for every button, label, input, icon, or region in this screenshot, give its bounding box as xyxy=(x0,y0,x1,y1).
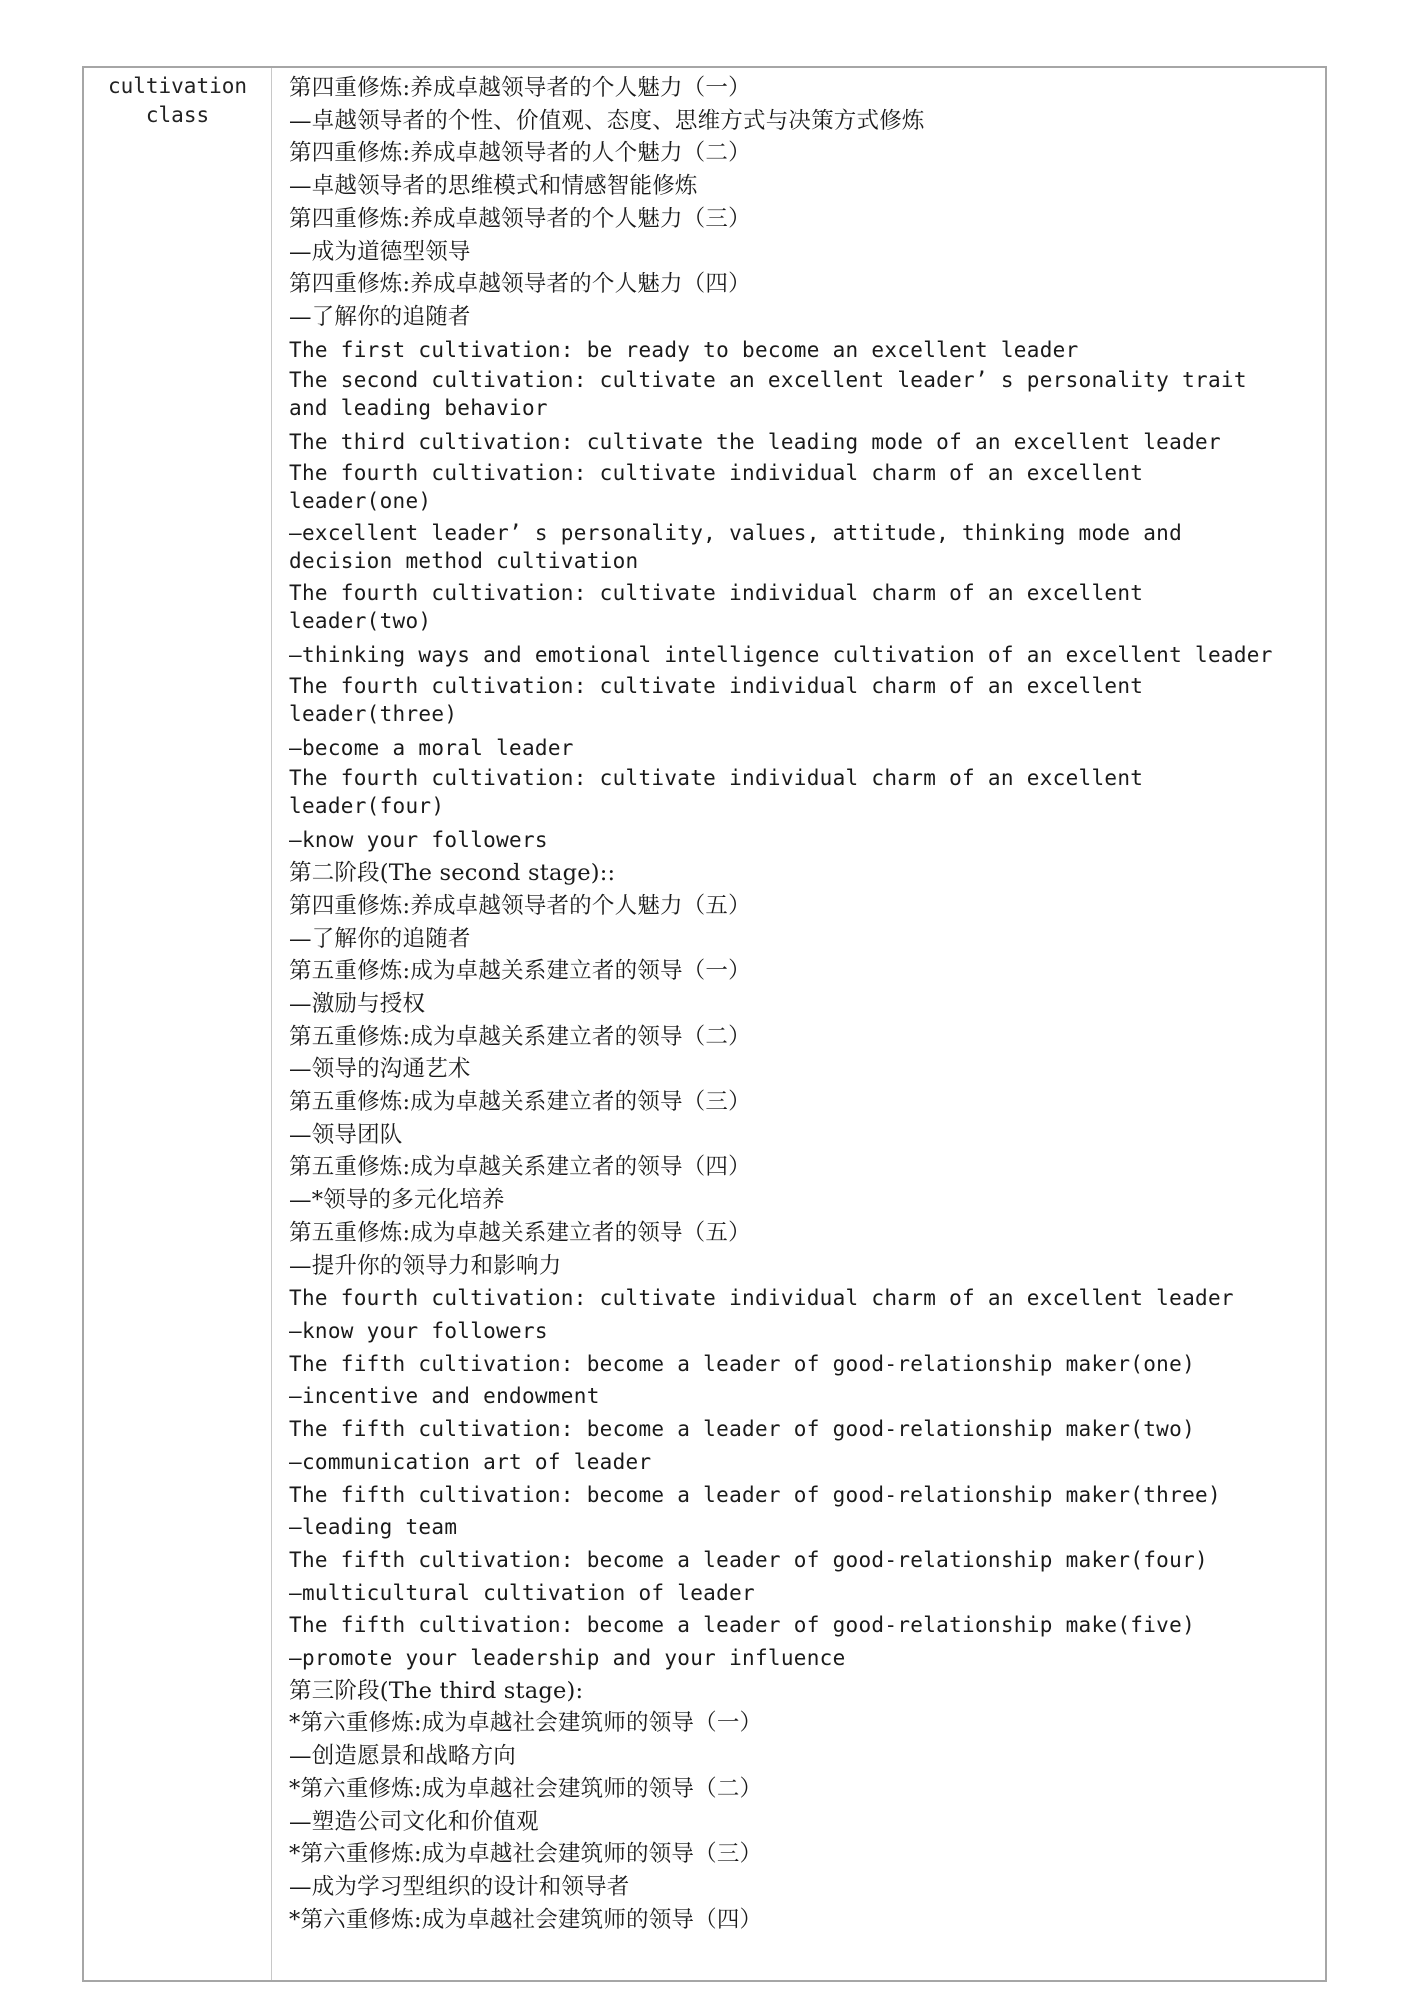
content-line: 第五重修炼:成为卓越关系建立者的领导（五） xyxy=(289,1219,751,1246)
content-line: 第五重修炼:成为卓越关系建立者的领导（二） xyxy=(289,1023,751,1050)
content-line: —提升你的领导力和影响力 xyxy=(289,1252,562,1279)
content-line: The third cultivation: cultivate the leading mode of an excellent leader xyxy=(289,430,1221,455)
content-line: —了解你的追随者 xyxy=(289,303,471,330)
content-line: —卓越领导者的个性、价值观、态度、思维方式与决策方式修炼 xyxy=(289,107,925,134)
content-line: The fourth cultivation: cultivate individual charm of an excellent xyxy=(289,461,1144,486)
row-label-line-1: cultivation xyxy=(107,74,248,98)
content-line: —communication art of leader xyxy=(289,1449,652,1474)
course-table xyxy=(82,66,1327,1982)
content-line: —领导团队 xyxy=(289,1121,403,1148)
content-line: —*领导的多元化培养 xyxy=(289,1187,505,1214)
content-line: The fourth cultivation: cultivate individual charm of an excellent xyxy=(289,766,1144,791)
content-line: 第四重修炼:养成卓越领导者的人个魅力（二） xyxy=(289,140,751,167)
content-line: The fourth cultivation: cultivate individual charm of an excellent xyxy=(289,673,1144,698)
content-line: —了解你的追随者 xyxy=(289,925,471,952)
content-line: 第三阶段(The third stage): xyxy=(289,1677,584,1704)
content-line: The second cultivation: cultivate an excellent leader’ s personality trait xyxy=(289,368,1247,393)
content-line: 第四重修炼:养成卓越领导者的个人魅力（一） xyxy=(289,75,751,101)
content-line: —multicultural cultivation of leader xyxy=(289,1580,755,1605)
row-label-cell xyxy=(84,68,271,130)
content-line: 第五重修炼:成为卓越关系建立者的领导（四） xyxy=(289,1154,751,1181)
content-line: The fourth cultivation: cultivate individual charm of an excellent xyxy=(289,581,1144,606)
content-line: decision method cultivation xyxy=(289,549,639,574)
content-line: —promote your leadership and your influence xyxy=(289,1646,846,1671)
content-line: —塑造公司文化和价值观 xyxy=(289,1808,539,1835)
content-line: —incentive and endowment xyxy=(289,1384,600,1409)
content-line: The first cultivation: be ready to become an excellent leader xyxy=(289,337,1079,362)
content-line: The fifth cultivation: become a leader of good-relationship maker(four) xyxy=(289,1547,1208,1572)
content-line: 第二阶段(The second stage):: xyxy=(289,860,616,887)
content-line: —成为学习型组织的设计和领导者 xyxy=(289,1873,630,1900)
content-line: —leading team xyxy=(289,1515,458,1540)
column-divider xyxy=(271,68,272,1980)
content-line: —领导的沟通艺术 xyxy=(289,1056,471,1083)
content-line: —know your followers xyxy=(289,1318,548,1343)
content-line: —卓越领导者的思维模式和情感智能修炼 xyxy=(289,173,698,200)
content-line: leader(two) xyxy=(289,609,432,634)
content-line: —thinking ways and emotional intelligence cultivation of an excellent leader xyxy=(289,643,1273,668)
content-line: 第五重修炼:成为卓越关系建立者的领导（一） xyxy=(289,958,751,985)
content-line: The fifth cultivation: become a leader of good-relationship make(five) xyxy=(289,1613,1196,1638)
content-line: 第四重修炼:养成卓越领导者的个人魅力（四） xyxy=(289,271,751,298)
course-content-cell xyxy=(289,68,1321,1936)
content-line: leader(one) xyxy=(289,489,432,514)
content-line: —创造愿景和战略方向 xyxy=(289,1743,517,1770)
content-line: The fifth cultivation: become a leader of good-relationship maker(one) xyxy=(289,1351,1196,1376)
content-line: leader(four) xyxy=(289,794,445,819)
content-line: 第四重修炼:养成卓越领导者的个人魅力（三） xyxy=(289,205,751,232)
row-label-line-2: class xyxy=(145,103,210,127)
content-line: The fourth cultivation: cultivate individual charm of an excellent leader xyxy=(289,1286,1234,1311)
content-line: 第五重修炼:成为卓越关系建立者的领导（三） xyxy=(289,1089,751,1116)
content-line: and leading behavior xyxy=(289,396,548,421)
content-line: leader(three) xyxy=(289,701,458,726)
content-line: *第六重修炼:成为卓越社会建筑师的领导（一） xyxy=(289,1710,763,1737)
content-line: The fifth cultivation: become a leader of good-relationship maker(three) xyxy=(289,1482,1221,1507)
content-line: *第六重修炼:成为卓越社会建筑师的领导（四） xyxy=(289,1906,763,1933)
content-line: —成为道德型领导 xyxy=(289,238,471,265)
content-line: —excellent leader’ s personality, values, attitude, thinking mode and xyxy=(289,521,1183,546)
content-line: —know your followers xyxy=(289,828,548,853)
content-line: —become a moral leader xyxy=(289,735,574,760)
content-line: —激励与授权 xyxy=(289,990,426,1017)
content-line: *第六重修炼:成为卓越社会建筑师的领导（二） xyxy=(289,1775,763,1802)
content-line: *第六重修炼:成为卓越社会建筑师的领导（三） xyxy=(289,1841,763,1868)
content-line: 第四重修炼:养成卓越领导者的个人魅力（五） xyxy=(289,892,751,919)
content-line: The fifth cultivation: become a leader of good-relationship maker(two) xyxy=(289,1417,1196,1442)
